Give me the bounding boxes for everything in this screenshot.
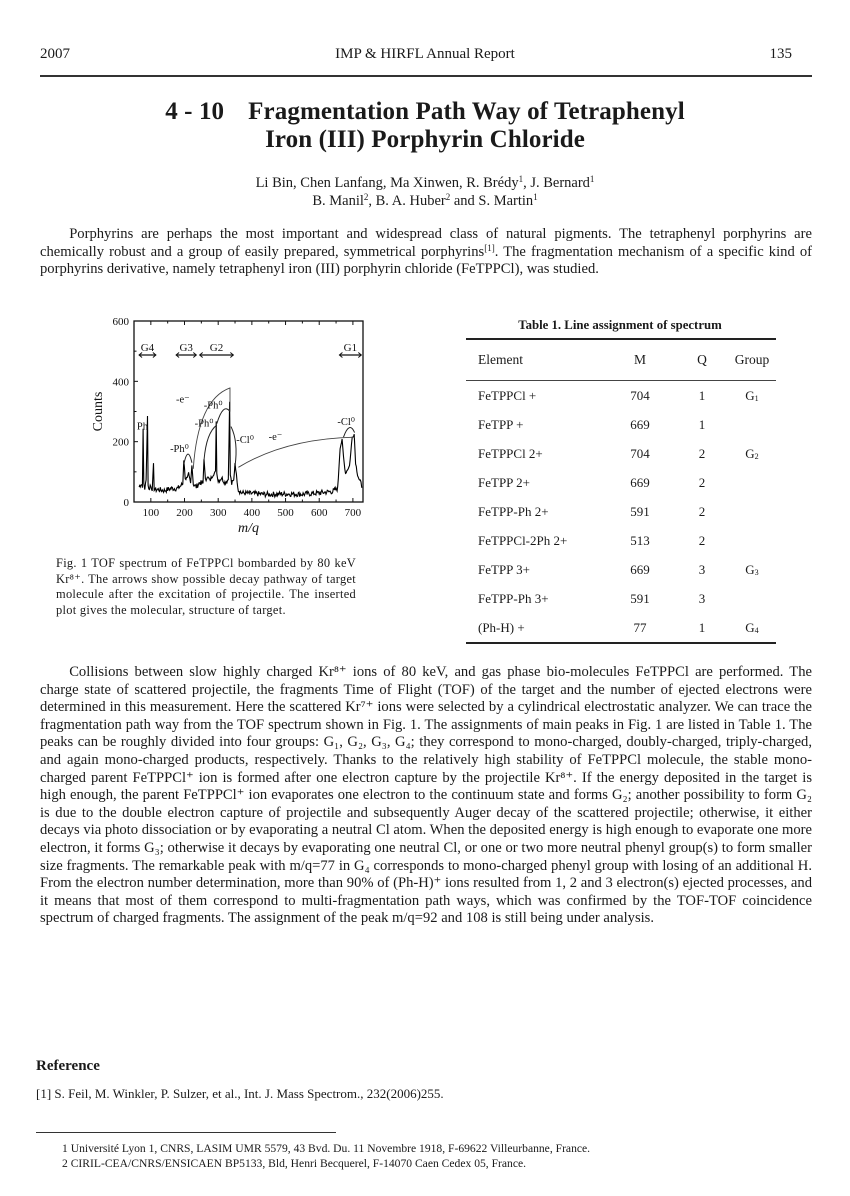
cell-mass: 77 (633, 619, 647, 635)
x-axis-label: m/q (238, 521, 259, 536)
cell-mass: 669 (630, 474, 650, 490)
x-tick-label: 200 (176, 507, 193, 519)
affiliation-mark: 2 (445, 192, 451, 203)
author-name: R. Brédy (466, 175, 519, 191)
group-index: 3 (754, 567, 759, 577)
plot-frame (134, 321, 363, 502)
table-title: Table 1. Line assignment of spectrum (518, 318, 722, 332)
intro-text-b: . The fragmentation mechanism of a specific kind of porphyrins derivative, namely tetraphenyl iron (III) porphyrin chloride (FeTPPCl), was studied. (40, 243, 812, 278)
y-tick-label: 600 (112, 316, 129, 328)
col-header-m: M (633, 352, 646, 367)
cell-element: FeTPP-Ph 3+ (478, 590, 549, 606)
cell-charge: 1 (698, 387, 706, 403)
col-header-q: Q (697, 352, 707, 367)
group-label: G4 (140, 342, 155, 354)
annotation-label: -Ph⁰ (194, 418, 214, 430)
affiliation-mark: 1 (533, 192, 538, 203)
cell-group (728, 497, 776, 526)
col-header-group: Group (734, 352, 770, 367)
author-list (0, 174, 850, 210)
cell-element: FeTPP 2+ (478, 474, 530, 490)
author-and: and (453, 193, 475, 209)
x-tick-label: 100 (142, 507, 160, 519)
x-tick-label: 600 (310, 507, 328, 519)
cell-mass: 591 (630, 503, 650, 519)
annotation-label: Ph (136, 421, 148, 433)
author-line-2: B. Manil$^2$, B. A. Huber$^2$ and S. Martin$^1$ (312, 192, 538, 209)
group-letter: G (745, 619, 755, 635)
decay-arrow-e2 (238, 437, 354, 467)
header-page-number: 135 (769, 46, 792, 62)
y-axis-label: Counts (91, 391, 106, 432)
cell-element: FeTPP + (478, 416, 524, 432)
author-name: Ma Xinwen (390, 175, 459, 191)
header-journal: IMP & HIRFL Annual Report (335, 46, 515, 62)
table-row (466, 613, 776, 643)
annotation-label: -Ph⁰ (203, 400, 223, 412)
cell-element: FeTPPCl + (478, 387, 537, 403)
group-letter: G (745, 561, 755, 577)
author-name: Chen Lanfang (300, 175, 383, 191)
cell-group (728, 584, 776, 613)
affiliation-mark: 2 (363, 192, 369, 203)
table-row (466, 497, 776, 526)
decay-arrow-ph (204, 425, 217, 460)
group-label: G1 (343, 342, 358, 354)
annotation-label: -e⁻ (175, 394, 190, 406)
reference-heading: Reference (36, 1058, 100, 1074)
footnote-2: 2 CIRIL-CEA/CNRS/ENSICAEN BP5133, Bld, Henri Becquerel, F-14070 Caen Cedex 05, France. (62, 1157, 527, 1170)
cell-element: FeTPPCl 2+ (478, 445, 543, 461)
table-header-row (466, 339, 776, 381)
annotation-label: -Ph⁰ (170, 444, 189, 456)
body-text: Collisions between slow highly charged Kr⁸⁺ ions of 80 keV, and gas phase bio-molecules FeTPPCl are performed. The charge state of scattered projectile, the fragments Time of Flight (TOF) of the target and the number of ejected electrons were determined in this measurement. Here the scattered Kr⁷⁺ ions were selected by a cylindrical electrostatic analyzer. We can trace the fragmentation path way from the TOF spectrum shown in Fig. 1. The assignments of main peaks in Fig. 1 are listed in Table 1. The peaks can be roughly divided into four groups: G₁, G₂, G₃, G₄; they correspond to mono-charged, doubly-charged, triply-charged, and again mono-charged products, respectively. Thanks to the relatively high stability of FeTPPCl molecule, the stable mono-charged parent FeTPPCl⁺ ion is formed after one electron capture by the projectile Kr⁸⁺. If the energy deposited in the target is high enough, the parent FeTPPCl⁺ ion evaporates one electron to the continuum state and forms G₂; another possibility to form G₂ is due to the double electron capture of projectile and subsequently Auger decay of the scattered projectile; otherwise, it either decays via photo dissociation or by evaporating a neutral Cl atom. When the deposited energy is high enough to evaporate one more electron, it forms G₃; otherwise it decays by evaporating one neutral Cl, or one or two more neutral phenyl group(s) to form smaller size fragments. The remarkable peak with m/q=77 in G₄ corresponds to mono-charged phenyl group with losing of an additional H. From the electron number determination, more than 90% of (Ph-H)⁺ ions resulted from 1, 2 and 3 electron(s) ejected processes, and it means that most of them correspond to multi-fragmentation path ways, which was confirmed by the TOF-TOF coincidence spectrum of charged fragments. The assignment of the peak m/q=92 and 108 is still being under analysis. (40, 664, 812, 927)
x-tick-label: 700 (344, 507, 362, 519)
cell-charge: 2 (698, 474, 706, 490)
footnote-1: 1 Université Lyon 1, CNRS, LASIM UMR 5579, 43 Bvd. Du. 11 Novembre 1918, F-69622 Villeurbanne, France. (62, 1142, 591, 1155)
article-title (0, 98, 850, 154)
cell-mass: 669 (630, 561, 650, 577)
body-paragraph (40, 664, 812, 928)
group-label: G2 (209, 342, 224, 354)
cell-element: (Ph-H) + (478, 619, 525, 635)
decay-arrow-ph (184, 454, 192, 464)
annotation-label: -Cl⁰ (236, 435, 254, 447)
group-letter: G (745, 445, 755, 461)
cell-group (728, 555, 776, 584)
author-name: B. A. Huber (375, 193, 446, 209)
decay-arrow-cl (231, 427, 236, 466)
decay-arrow-cl (343, 428, 354, 438)
author-name: Li Bin (255, 175, 294, 191)
cell-charge: 3 (698, 561, 706, 577)
cell-charge: 2 (698, 532, 706, 548)
y-tick-label: 400 (112, 376, 129, 389)
author-line-1: Li Bin, Chen Lanfang, Ma Xinwen, R. Brédy$^1$, J. Bernard$^1$ (255, 174, 595, 191)
cell-charge: 3 (698, 590, 706, 606)
line-assignment-table (466, 338, 776, 644)
cell-group (728, 468, 776, 497)
table-row (466, 410, 776, 439)
citation-link[interactable]: [1] (484, 242, 495, 253)
x-tick-label: 300 (209, 507, 227, 519)
intro-paragraph (40, 226, 812, 279)
table-row (466, 555, 776, 584)
table-row (466, 526, 776, 555)
x-tick-label: 400 (243, 507, 261, 519)
annotation-label: -e⁻ (268, 432, 283, 444)
y-tick-label: 0 (123, 497, 129, 509)
group-letter: G (745, 387, 755, 403)
cell-group (728, 381, 776, 411)
cell-group (728, 410, 776, 439)
section-number: 4 - 10 (165, 98, 225, 125)
table-row (466, 381, 776, 411)
title-line-1: Fragmentation Path Way of Tetraphenyl (248, 98, 685, 125)
table-row (466, 584, 776, 613)
cell-mass: 591 (630, 590, 650, 606)
affiliation-mark: 1 (518, 174, 524, 185)
header-rule (40, 75, 812, 77)
figure-caption: Fig. 1 TOF spectrum of FeTPPCl bombarded by 80 keV Kr⁸⁺. The arrows show possible decay pathway of target molecule after the excitation of projectile. The inserted plot gives the molecular, structure of target. (56, 556, 356, 617)
x-tick-label: 500 (277, 507, 294, 519)
group-index: 4 (754, 625, 759, 635)
footnote-rule (36, 1132, 336, 1133)
intro-text-a: Porphyrins are perhaps the most important and widespread class of natural pigments. The tetraphenyl porphyrins are chemically robust and a group of easily prepared, symmetrical porphyrins (40, 226, 812, 260)
cell-element: FeTPP-Ph 2+ (478, 503, 549, 519)
cell-element: FeTPPCl-2Ph 2+ (478, 532, 568, 548)
author-name: S. Martin (478, 193, 534, 209)
cell-mass: 513 (630, 532, 650, 548)
cell-mass: 704 (630, 445, 650, 461)
author-name: B. Manil (312, 193, 364, 209)
group-label: G3 (179, 342, 193, 354)
reference-item: [1] S. Feil, M. Winkler, P. Sulzer, et al., Int. J. Mass Spectrom., 232(2006)255. (36, 1086, 444, 1101)
cell-charge: 1 (698, 619, 706, 635)
tof-spectrum-chart (80, 310, 390, 540)
affiliation-mark: 1 (589, 174, 595, 185)
annotation-label: -Cl⁰ (337, 417, 355, 429)
table-row (466, 439, 776, 468)
cell-charge: 2 (698, 503, 706, 519)
cell-mass: 704 (630, 387, 650, 403)
cell-group (728, 526, 776, 555)
cell-group (728, 439, 776, 468)
cell-group (728, 613, 776, 643)
cell-element: FeTPP 3+ (478, 561, 530, 577)
col-header-element: Element (478, 352, 523, 367)
cell-charge: 2 (698, 445, 706, 461)
y-tick-label: 200 (112, 436, 129, 449)
table-row (466, 468, 776, 497)
cell-mass: 669 (630, 416, 650, 432)
group-index: 2 (754, 451, 759, 461)
cell-charge: 1 (698, 416, 706, 432)
group-index: 1 (754, 393, 759, 403)
header-year: 2007 (40, 46, 70, 62)
author-name: J. Bernard (530, 175, 590, 191)
title-line-2: Iron (III) Porphyrin Chloride (265, 126, 585, 153)
